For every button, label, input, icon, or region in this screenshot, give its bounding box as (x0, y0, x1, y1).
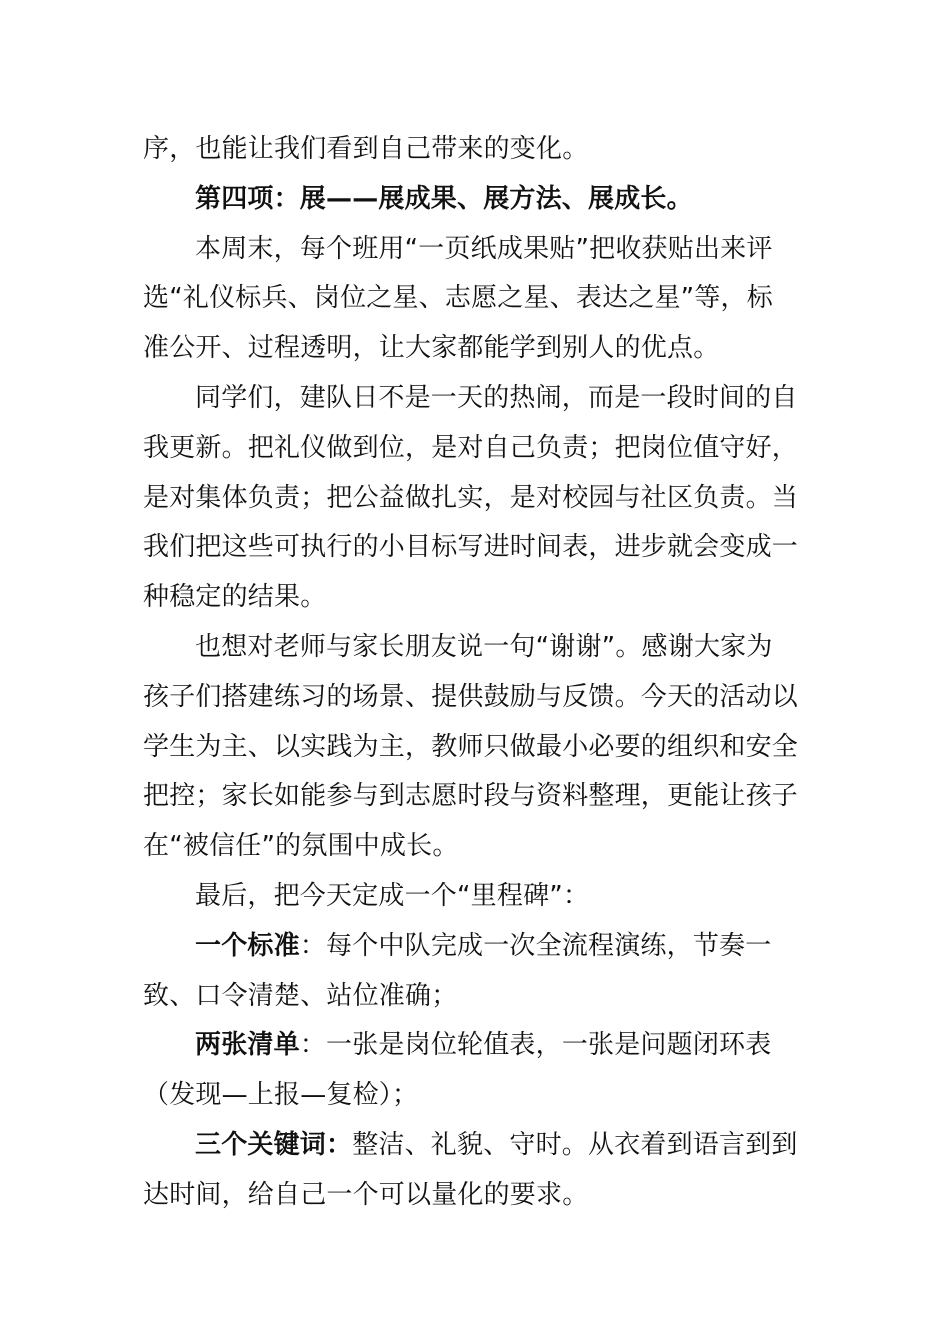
line-text: 本周末，每个班用“一页纸成果贴”把收获贴出来评 (195, 233, 773, 264)
item-label: 一个标准 (195, 930, 300, 961)
paragraph-line (143, 474, 808, 524)
line-text: 准公开、过程透明，让大家都能学到别人的优点。 (143, 333, 720, 364)
line-text: 种稳定的结果。 (143, 582, 327, 613)
line-text: 把控；家长如能参与到志愿时段与资料整理，更能让孩子 (143, 781, 799, 812)
line-text: 是对集体负责；把公益做扎实，是对校园与社区负责。当 (143, 482, 799, 513)
paragraph-line (143, 424, 808, 474)
line-text: 也想对老师与家长朋友说一句“谢谢”。感谢大家为 (195, 631, 773, 662)
paragraph-line (143, 822, 808, 872)
line-text: 选“礼仪标兵、岗位之星、志愿之星、表达之星”等，标 (143, 283, 773, 314)
line-text: 整洁、礼貌、守时。从衣着到语言到到 (352, 1129, 798, 1160)
list-item-keywords (143, 1121, 808, 1171)
paragraph-line (143, 1071, 808, 1121)
line-text: 达时间，给自己一个可以量化的要求。 (143, 1179, 589, 1210)
paragraph-line (143, 274, 808, 324)
heading-text: 第四项：展——展成果、展方法、展成长。 (195, 183, 693, 214)
list-item-checklists (143, 1021, 808, 1071)
line-text: ：每个中队完成一次全流程演练，节奏一 (299, 930, 772, 961)
line-text: 在“被信任”的氛围中成长。 (143, 831, 459, 862)
body-text (143, 125, 808, 1221)
line-text: 最后，把今天定成一个“里程碑”： (195, 880, 590, 911)
paragraph-line (143, 324, 808, 374)
line-text: 致、口令清楚、站位准确； (143, 980, 458, 1011)
paragraph-line (143, 374, 808, 424)
item-label: 两张清单 (195, 1030, 300, 1061)
line-text: （发现—上报—复检）； (143, 1080, 419, 1111)
paragraph-line (143, 972, 808, 1022)
line-text: 同学们，建队日不是一天的热闹，而是一段时间的自 (195, 382, 798, 413)
line-text: 学生为主、以实践为主，教师只做最小必要的组织和安全 (143, 731, 799, 762)
paragraph-line (143, 1171, 808, 1221)
paragraph-line (143, 623, 808, 673)
section-heading (143, 175, 808, 225)
line-text: ：一张是岗位轮值表，一张是问题闭环表 (299, 1030, 772, 1061)
paragraph-line (143, 872, 808, 922)
paragraph-line (143, 673, 808, 723)
list-item-standard (143, 922, 808, 972)
line-text: 序，也能让我们看到自己带来的变化。 (143, 134, 589, 164)
paragraph-line (143, 772, 808, 822)
paragraph-line (143, 225, 808, 275)
paragraph-line (143, 125, 808, 175)
line-text: 我们把这些可执行的小目标写进时间表，进步就会变成一 (143, 532, 799, 563)
item-label: 三个关键词： (195, 1129, 353, 1160)
line-text: 孩子们搭建练习的场景、提供鼓励与反馈。今天的活动以 (143, 681, 799, 712)
paragraph-line (143, 573, 808, 623)
line-text: 我更新。把礼仪做到位，是对自己负责；把岗位值守好， (143, 432, 799, 463)
paragraph-line (143, 723, 808, 773)
paragraph-line (143, 523, 808, 573)
